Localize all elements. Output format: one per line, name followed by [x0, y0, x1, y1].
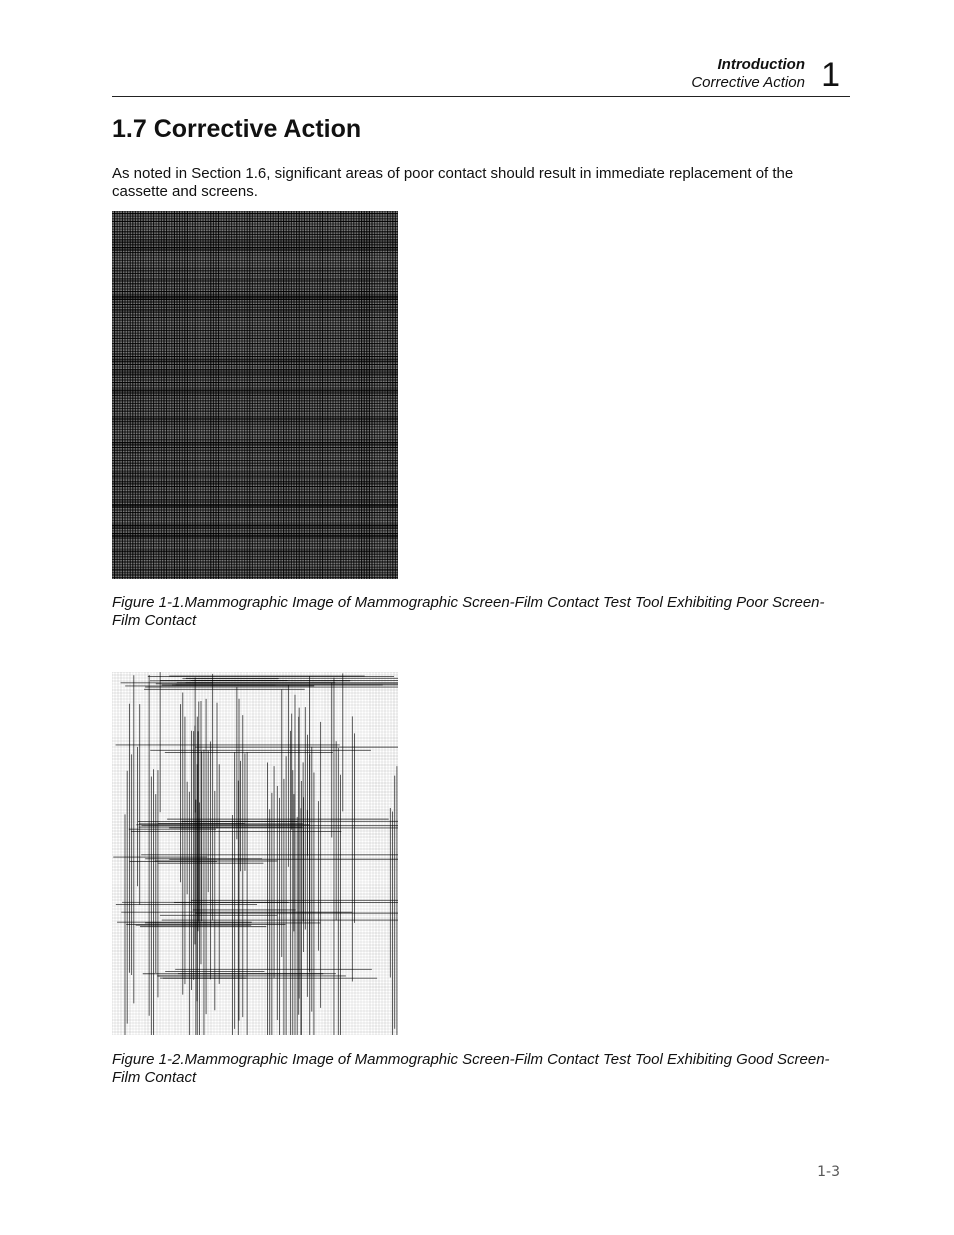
header-section-title: Corrective Action — [691, 74, 805, 91]
figure-good-contact-image — [112, 672, 398, 1035]
figure-caption-1: Figure 1-1.Mammographic Image of Mammographic Screen-Film Contact Test Tool Exhibiting Poor Screen-Film Contact — [112, 594, 825, 629]
running-header — [112, 56, 850, 97]
header-chapter-title: Introduction — [717, 56, 805, 73]
page-number: 1-3 — [817, 1164, 840, 1180]
good-contact-mesh-image — [112, 672, 398, 1035]
body-paragraph: As noted in Section 1.6, significant areas of poor contact should result in immediate replacement of the cassette and screens. — [112, 165, 794, 200]
poor-contact-mesh-image — [112, 211, 398, 579]
section-title: 1.7 Corrective Action — [112, 115, 362, 143]
header-text — [691, 56, 805, 92]
figure-poor-contact-image — [112, 211, 398, 579]
chapter-number: 1 — [821, 56, 840, 94]
figure-caption-2: Figure 1-2.Mammographic Image of Mammographic Screen-Film Contact Test Tool Exhibiting Good Screen-Film Contact — [112, 1051, 830, 1086]
